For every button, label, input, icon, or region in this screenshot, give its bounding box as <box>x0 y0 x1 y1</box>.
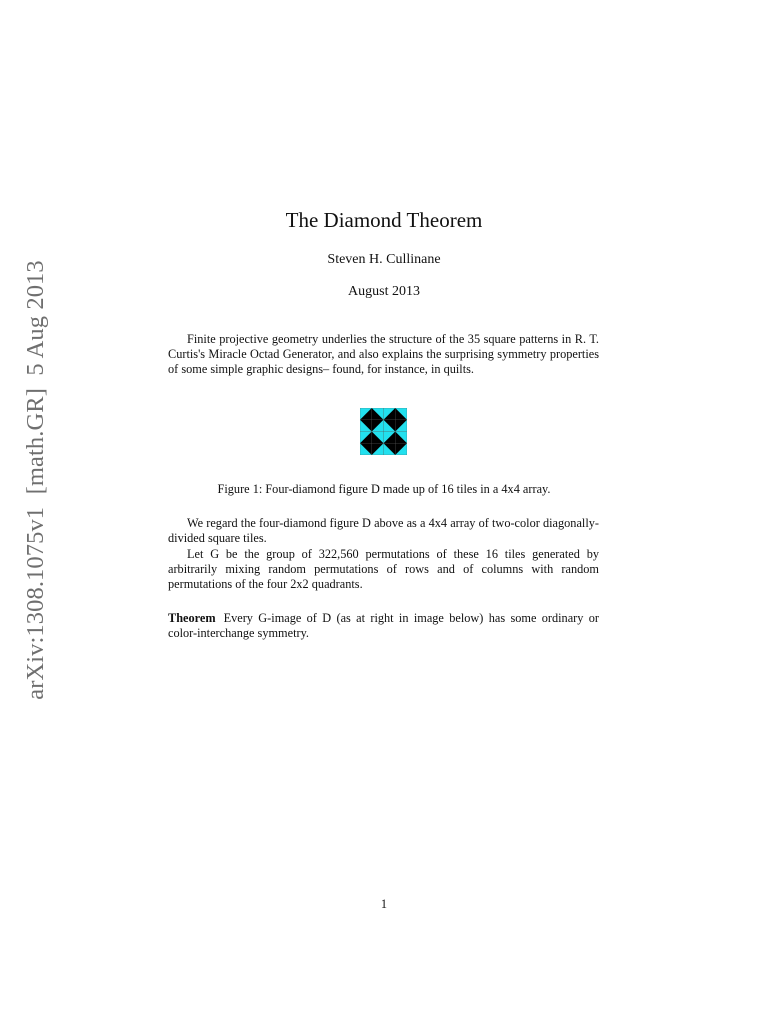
body-paragraph-2: Let G be the group of 322,560 permutations of these 16 tiles generated by arbitrarily mixing random permutations of rows and of columns with random permutations of the four 2x2 quadrants. <box>168 547 599 591</box>
theorem-statement <box>168 611 599 641</box>
body-paragraph-1: We regard the four-diamond figure D above as a 4x4 array of two-color diagonally-divided square tiles. <box>168 516 599 545</box>
theorem-label: Theorem <box>168 611 216 625</box>
page-number: 1 <box>380 897 388 911</box>
four-diamond-figure <box>360 408 407 455</box>
theorem-text: Every G-image of D (as at right in image below) has some ordinary or color-interchange symmetry. <box>168 611 599 640</box>
four-diamond-figure-icon <box>360 408 407 455</box>
arxiv-identifier: arXiv:1308.1075v1 [math.GR] 5 Aug 2013 <box>22 260 49 700</box>
paper-date: August 2013 <box>348 284 420 299</box>
paper-title: The Diamond Theorem <box>285 208 483 232</box>
paper-author: Steven H. Cullinane <box>327 252 441 267</box>
abstract-paragraph: Finite projective geometry underlies the structure of the 35 square patterns in R. T. Curtis's Miracle Octad Generator, and also explains the surprising symmetry properties of some simple graphic designs– found, for instance, in quilts. <box>168 332 599 376</box>
figure-caption: Figure 1: Four-diamond figure D made up of 16 tiles in a 4x4 array. <box>217 482 551 496</box>
